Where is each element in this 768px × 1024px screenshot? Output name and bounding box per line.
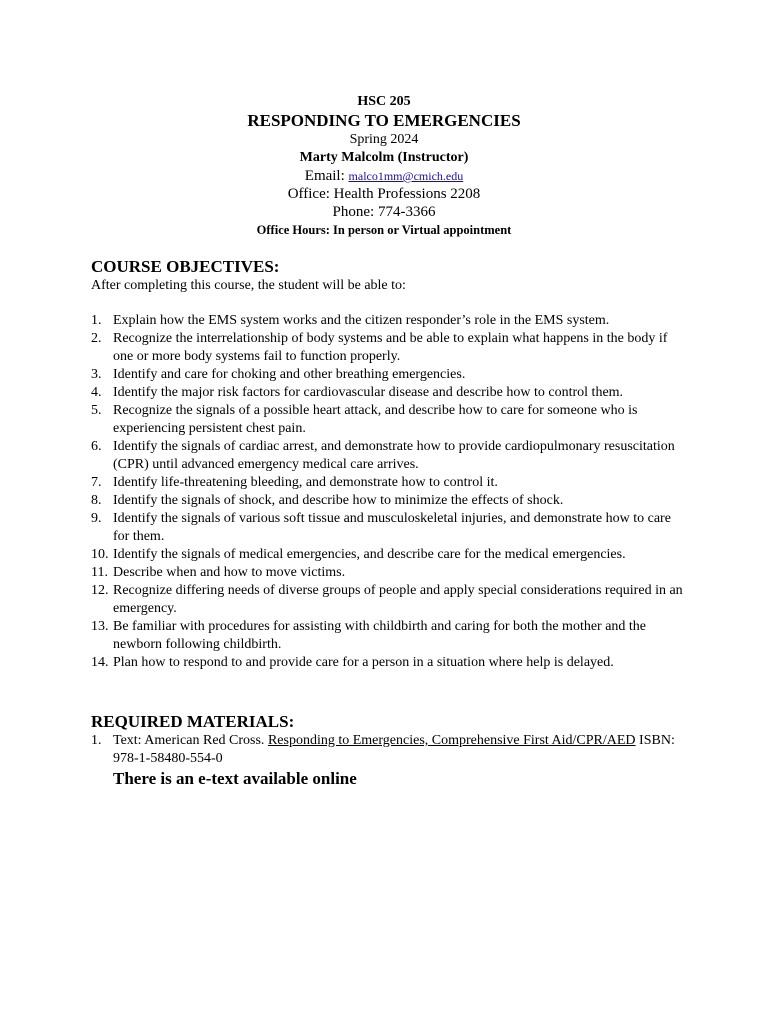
objective-item — [91, 438, 686, 474]
material-isbn: ISBN: 978-1-58480-554-0 — [113, 733, 675, 766]
objective-text: Identify the signals of various soft tissue and musculoskeletal injuries, and demonstrate how to care for them. — [113, 511, 671, 544]
objective-text: Be familiar with procedures for assisting with childbirth and caring for both the mother and the newborn following childbirth. — [113, 619, 647, 652]
objective-item — [91, 510, 686, 546]
email-label: Email: — [304, 168, 349, 184]
course-header — [91, 93, 677, 239]
objective-number: 5. — [91, 403, 102, 418]
email-line — [91, 167, 677, 185]
course-objectives-heading: COURSE OBJECTIVES: — [91, 257, 280, 276]
office-hours: Office Hours: In person or Virtual appointment — [256, 223, 512, 237]
objective-number: 11. — [91, 565, 108, 580]
objective-text: Identify the signals of shock, and describe how to minimize the effects of shock. — [113, 493, 564, 508]
objective-item — [91, 384, 686, 402]
objective-text: Identify the major risk factors for cardiovascular disease and describe how to control them. — [113, 385, 624, 400]
objective-text: Describe when and how to move victims. — [113, 565, 346, 580]
course-term: Spring 2024 — [349, 132, 419, 147]
objective-number: 7. — [91, 475, 102, 490]
objective-item — [91, 366, 686, 384]
textbook-title: Responding to Emergencies, Comprehensive First Aid/CPR/AED — [267, 733, 636, 748]
objective-number: 13. — [91, 619, 109, 634]
material-item — [91, 732, 686, 768]
objective-text: Plan how to respond to and provide care for a person in a situation where help is delayed. — [113, 655, 614, 670]
objectives-intro: After completing this course, the student will be able to: — [91, 278, 406, 293]
objective-item — [91, 402, 686, 438]
objective-text: Recognize differing needs of diverse groups of people and apply special considerations required in an emergency. — [113, 583, 683, 616]
objective-number: 10. — [91, 547, 109, 562]
objective-text: Recognize the signals of a possible heart attack, and describe how to care for someone who is experiencing persistent chest pain. — [113, 403, 638, 436]
course-code: HSC 205 — [357, 94, 411, 109]
objective-number: 12. — [91, 583, 109, 598]
syllabus-page — [91, 93, 686, 790]
objective-item — [91, 564, 686, 582]
etext-note: There is an e-text available online — [113, 769, 357, 788]
objective-number: 6. — [91, 439, 102, 454]
objective-text: Recognize the interrelationship of body systems and be able to explain what happens in the body if one or more body systems fail to function properly. — [113, 331, 668, 364]
objective-number: 8. — [91, 493, 102, 508]
objective-item — [91, 546, 686, 564]
objective-text: Identify life-threatening bleeding, and demonstrate how to control it. — [113, 475, 498, 490]
objective-number: 1. — [91, 313, 102, 328]
objective-item — [91, 492, 686, 510]
objective-item — [91, 582, 686, 618]
objective-number: 2. — [91, 331, 102, 346]
objective-item — [91, 618, 686, 654]
instructor-name: Marty Malcolm (Instructor) — [299, 150, 469, 165]
office-location: Office: Health Professions 2208 — [287, 186, 481, 202]
phone-number: Phone: 774-3366 — [332, 204, 436, 220]
objective-item — [91, 474, 686, 492]
course-title: RESPONDING TO EMERGENCIES — [247, 111, 521, 130]
objective-text: Identify the signals of cardiac arrest, and demonstrate how to provide cardiopulmonary resuscitation (CPR) until advanced emergency medical care arrives. — [113, 439, 675, 472]
objective-item — [91, 330, 686, 366]
objective-number: 14. — [91, 655, 109, 670]
objective-number: 3. — [91, 367, 102, 382]
email-link[interactable]: malco1mm@cmich.edu — [348, 169, 464, 183]
objective-item — [91, 312, 686, 330]
required-materials-heading: REQUIRED MATERIALS: — [91, 712, 295, 731]
material-prefix: Text: American Red Cross. — [113, 733, 268, 748]
objective-item — [91, 654, 686, 672]
objectives-list — [91, 312, 686, 672]
objective-text: Identify the signals of medical emergencies, and describe care for the medical emergencies. — [113, 547, 626, 562]
objective-number: 9. — [91, 511, 102, 526]
objective-text: Identify and care for choking and other breathing emergencies. — [113, 367, 466, 382]
objective-text: Explain how the EMS system works and the citizen responder’s role in the EMS system. — [113, 313, 610, 328]
material-number: 1. — [91, 733, 102, 748]
objective-number: 4. — [91, 385, 102, 400]
materials-list — [91, 732, 686, 768]
